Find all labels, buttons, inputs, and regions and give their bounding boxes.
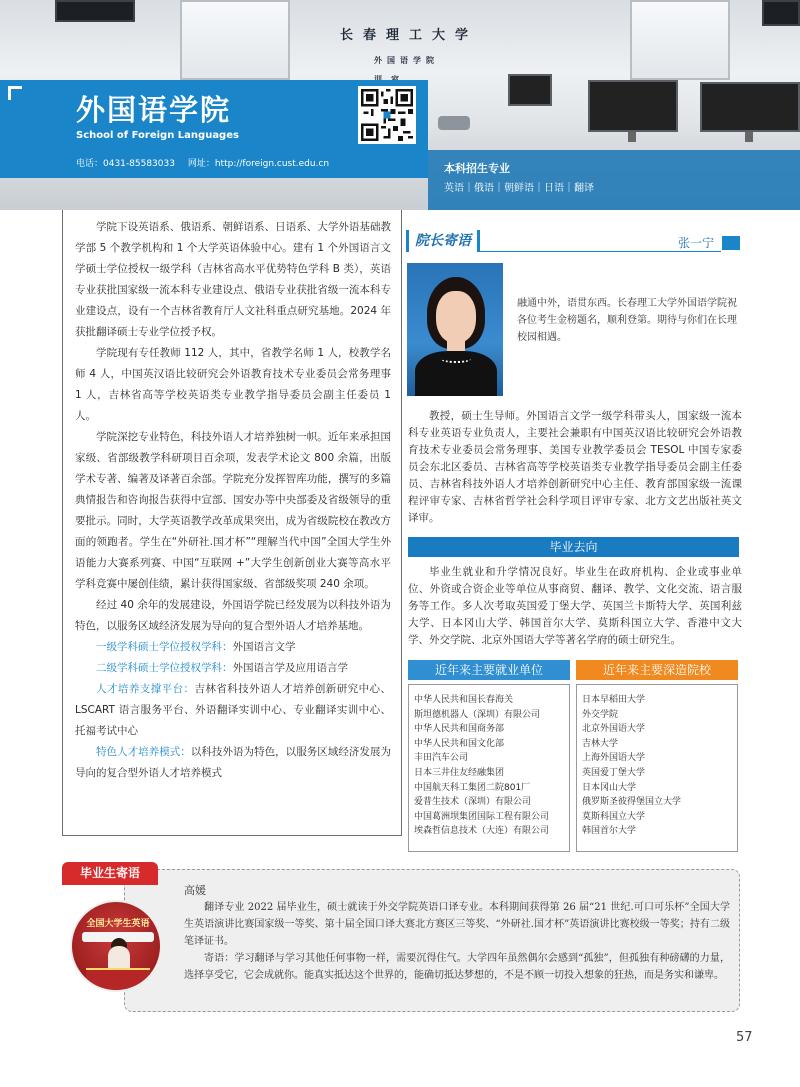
graduate-message-text: 翻译专业 2022 届毕业生，硕士就读于外交学院英语口译专业。本科期间获得第 26 届“21 世纪.可口可乐杯”全国大学生英语演讲比赛国家级一等奖、第十届全国口译大赛北方赛区三等奖、“外研社.国才杯”英语演讲比赛校级一等奖；持有二级笔译证书。 寄语：学习翻译与学习其他任何事物一样，需要沉得住气。大学四年虽然偶尔会感到“孤独”，但孤独有种磅礴的力量，选择享受它，它会成就你。能真实抵达这个世界的，能确切抵达梦想的，不是不顾一切投入想象的狂热，而是务实和谦卑。	[184, 902, 730, 981]
page-title: 外国语学院	[76, 93, 232, 127]
list-item: 日本冈山大学	[582, 782, 637, 793]
sign-university: 长春理工大学	[340, 28, 479, 43]
qr-code-icon	[358, 86, 416, 144]
first-level-discipline: 一级学科硕士学位授权学科：外国语言文学	[96, 641, 296, 653]
list-item: 斯坦德机器人（深圳）有限公司	[414, 709, 541, 720]
list-item: 英国爱丁堡大学	[582, 767, 646, 778]
list-item: 爱普生技术（深圳）有限公司	[414, 797, 532, 808]
dean-bio: 教授，硕士生导师。外国语言文学一级学科带头人，国家级一流本科专业英语专业负责人，主要社会兼职有中国英汉语比较研究会外语教育技术专业委员会常务理事、美国专业教学委员会 TESOL 中国专家委员会东北区委员、吉林省高等学校英语类专业教学指导委员会副主任委员、吉林省科技外语人才培养创新研究中心主任、教育部国家级一流课程评审专家、吉林省哲学社会科学项目评审专家、北方文艺出版社英文译审。	[408, 410, 742, 524]
photo-banner-text: 全国大学生英语	[86, 919, 150, 929]
employers-title: 近年来主要就业单位	[408, 660, 570, 680]
majors-title: 本科招生专业	[444, 162, 510, 175]
list-item: 丰田汽车公司	[414, 753, 469, 764]
intro-paragraph: 学院下设英语系、俄语系、朝鲜语系、日语系、大学外语基础教学部 5 个教学机构和 1 个大学英语体验中心。建有 1 个外国语言文学硕士学位授权一级学科（吉林省高水平优势特色学科 B 类），英语专业获批国家级一流本科专业建设点、俄语专业获批省级一流本科专业建设点，设有一个吉林省教育厅人文社科重点研究基地。2024 年获批翻译硕士专业学位授予权。	[75, 221, 391, 338]
graduation-text: 毕业生就业和升学情况良好。毕业生在政府机构、企业或事业单位、外资或合资企业等单位从事商贸、翻译、教学、文化交流、语言服务等工作。多人次考取英国爱丁堡大学、英国兰卡斯特大学、英国利兹大学、日本冈山大学、韩国首尔大学、莫斯科国立大学、香港中文大学、外交学院、北京外国语大学等著名学府的硕士研究生。	[408, 566, 742, 646]
majors-box	[428, 150, 800, 210]
page-subtitle-en: School of Foreign Languages	[76, 130, 239, 141]
intro-paragraph: 学院深挖专业特色，科技外语人才培养独树一帜。近年来承担国家级、省部级教学科研项目百余项，发表学术论文 800 余篇，出版学术专著、编著及译著百余部。学院充分发挥智库功能，撰写的多篇典情报告和咨询报告获得中宣部、国安办等中央部委及省级领导的重要批示。同时，大学英语教学改革成果突出，成为省级院校在教改方面的领跑者。学生在“外研社.国才杯”“理解当代中国”全国大学生外语能力大赛系列赛、中国“互联网 +”大学生创新创业大赛等高水平学科竞赛中屡创佳绩，累计获得国家级、省部级奖项 240 余项。	[75, 431, 391, 590]
website-link[interactable]: 网址：http://foreign.cust.edu.cn	[187, 159, 330, 169]
square-marker-icon	[722, 236, 740, 250]
majors-list: 英语｜俄语｜朝鲜语｜日语｜翻译	[444, 183, 594, 194]
second-level-discipline: 二级学科硕士学位授权学科：外国语言学及应用语言学	[96, 662, 348, 674]
list-item: 日本三井住友经融集团	[414, 767, 505, 778]
support-platform: 人才培养支撑平台：吉林省科技外语人才培养创新研究中心、LSCART 语言服务平台、外语翻译实训中心、专业翻译实训中心、托福考试中心	[75, 683, 392, 737]
corner-mark-icon	[8, 86, 22, 100]
list-item: 外交学院	[582, 709, 619, 720]
list-item: 中华人民共和国商务部	[414, 724, 505, 735]
list-item: 中华人民共和国文化部	[414, 738, 505, 749]
schools-title: 近年来主要深造院校	[576, 660, 738, 680]
dean-portrait	[407, 263, 503, 396]
list-item: 吉林大学	[582, 738, 619, 749]
contact-info	[0, 150, 428, 178]
college-intro	[62, 210, 402, 836]
graduation-title: 毕业去向	[408, 537, 739, 557]
training-mode: 特色人才培养模式：以科技外语为特色，以服务区域经济发展为导向的复合型外语人才培养模式	[75, 746, 392, 779]
list-item: 韩国首尔大学	[582, 826, 637, 837]
intro-paragraph: 学院现有专任教师 112 人，其中，省教学名师 1 人，校教学名师 4 人，中国英汉语比较研究会外语教育技术专业委员会常务理事 1 人，吉林省高等学校英语类专业教学指导委员会副主任委员 1 人。	[75, 347, 391, 422]
intro-paragraph: 经过 40 余年的发展建设，外国语学院已经发展为以科技外语为特色，以服务区域经济发展为导向的复合型外语人才培养基地。	[75, 599, 391, 632]
graduate-name: 高媛	[184, 884, 206, 897]
dean-header	[406, 230, 740, 252]
list-item: 北京外国语大学	[582, 724, 646, 735]
list-item: 俄罗斯圣彼得堡国立大学	[582, 797, 682, 808]
sign-college: 外国语学院	[374, 56, 439, 65]
graduate-photo	[70, 900, 162, 992]
list-item: 中华人民共和国长春海关	[414, 695, 514, 705]
graduate-message-tab: 毕业生寄语	[62, 862, 158, 885]
list-item: 中国航天科工集团二院801厂	[414, 782, 531, 793]
employers-list	[408, 684, 570, 852]
dean-label: 院长寄语	[406, 230, 480, 252]
list-item: 上海外国语大学	[582, 753, 646, 764]
list-item: 莫斯科国立大学	[582, 811, 646, 822]
list-item: 日本早稻田大学	[582, 695, 646, 705]
schools-list	[576, 684, 738, 852]
list-item: 中国葛洲坝集团国际工程有限公司	[414, 811, 550, 822]
list-item: 埃森哲信息技术（大连）有限公司	[414, 826, 550, 837]
dean-name: 张一宁	[677, 236, 714, 250]
page-number: 57	[736, 1030, 753, 1045]
phone: 电话：0431-85583033	[76, 159, 175, 169]
dean-quote: 融通中外，语贯东西。长春理工大学外国语学院祝各位考生金榜题名，顺利登第。期待与你们在长理校园相遇。	[517, 298, 737, 343]
